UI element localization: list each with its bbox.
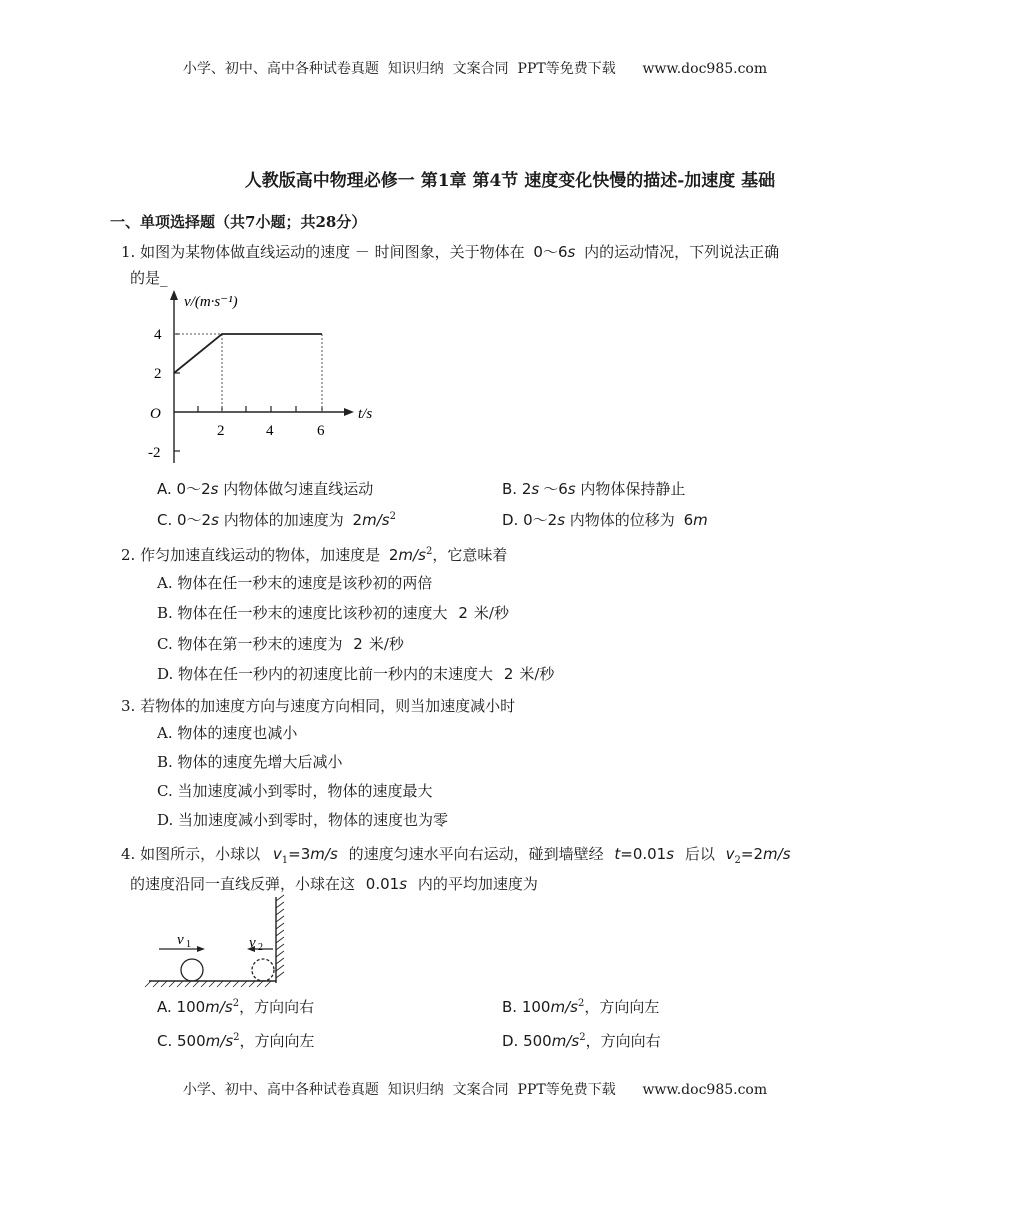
- x-tick-4: 4: [266, 423, 274, 439]
- section-heading: 一、单项选择题（共7小题；共28分）: [110, 213, 367, 231]
- origin-label: O: [150, 406, 161, 422]
- q4-option-b[interactable]: B. $100m/s^2$，方向向左: [502, 998, 660, 1016]
- question-1-stem-cont: 的是_: [130, 269, 168, 287]
- page-title: 人教版高中物理必修一 第1章 第4节 速度变化快慢的描述-加速度 基础: [244, 171, 776, 191]
- page-footer: 小学、初中、高中各种试卷真题 知识归纳 文案合同 PPT等免费下载 www.doc985.com: [182, 1082, 768, 1098]
- velocity-line: [174, 334, 322, 373]
- ball-dashed: [252, 959, 274, 981]
- question-4-stem: 4. 如图所示，小球以 $v_1=3m/s$ 的速度匀速水平向右运动，碰到墙壁经 t=0.01s 后以 $v_2=2m/s$: [121, 845, 791, 866]
- q2-option-d[interactable]: D. 物体在任一秒内的初速度比前一秒内的末速度大 2 米/秒: [157, 665, 555, 683]
- svg-text:2: 2: [258, 942, 263, 953]
- label-v2: v: [249, 935, 256, 951]
- x-tick-6: 6: [317, 423, 325, 439]
- q2-option-b[interactable]: B. 物体在任一秒末的速度比该秒初的速度大 2 米/秒: [157, 604, 509, 622]
- ball-wall-figure: [145, 893, 295, 989]
- y-tick-neg2: -2: [148, 445, 161, 461]
- question-4-stem-cont: 的速度沿同一直线反弹，小球在这 0.01s 内的平均加速度为: [130, 875, 538, 893]
- q2-option-a[interactable]: A. 物体在任一秒末的速度是该秒初的两倍: [157, 574, 433, 592]
- ball-solid: [181, 959, 203, 981]
- q2-option-c[interactable]: C. 物体在第一秒末的速度为 2 米/秒: [157, 635, 404, 653]
- y-tick-2: 2: [154, 366, 162, 382]
- x-axis-label: t/s: [358, 406, 373, 422]
- q3-option-a[interactable]: A. 物体的速度也减小: [157, 724, 298, 742]
- q4-option-d[interactable]: D. $500m/s^2$，方向向右: [502, 1032, 661, 1050]
- velocity-time-graph: [140, 288, 373, 466]
- page-header: 小学、初中、高中各种试卷真题 知识归纳 文案合同 PPT等免费下载 www.doc985.com: [182, 61, 768, 77]
- q4-option-a[interactable]: A. $100m/s^2$，方向向右: [157, 998, 315, 1016]
- question-2-stem: 2. 作匀加速直线运动的物体，加速度是 $2m/s^2$，它意味着: [121, 546, 508, 564]
- label-v1: v: [177, 932, 184, 948]
- q3-option-c[interactable]: C. 当加速度减小到零时，物体的速度最大: [157, 782, 433, 800]
- y-axis-label: v/(m·s⁻¹): [184, 294, 238, 310]
- q1-option-d[interactable]: D. 0～2s 内物体的位移为 6m: [502, 511, 708, 529]
- q4-option-c[interactable]: C. $500m/s^2$，方向向左: [157, 1032, 315, 1050]
- question-1-stem: 1. 如图为某物体做直线运动的速度 － 时间图象，关于物体在 0～6s 内的运动情况，下列说法正确: [121, 243, 780, 261]
- q1-option-a[interactable]: A. 0～2s 内物体做匀速直线运动: [157, 480, 374, 498]
- y-axis-arrow: [170, 290, 178, 300]
- q3-option-b[interactable]: B. 物体的速度先增大后减小: [157, 753, 343, 771]
- q3-option-d[interactable]: D. 当加速度减小到零时，物体的速度也为零: [157, 811, 449, 829]
- y-tick-4: 4: [154, 327, 162, 343]
- q1-option-c[interactable]: C. 0～2s 内物体的加速度为 $2m/s^2$: [157, 511, 396, 529]
- x-tick-2: 2: [217, 423, 225, 439]
- question-3-stem: 3. 若物体的加速度方向与速度方向相同，则当加速度减小时: [121, 697, 516, 715]
- q1-option-b[interactable]: B. 2s ～6s 内物体保持静止: [502, 480, 686, 498]
- svg-text:1: 1: [186, 939, 191, 950]
- x-axis-arrow: [344, 408, 354, 416]
